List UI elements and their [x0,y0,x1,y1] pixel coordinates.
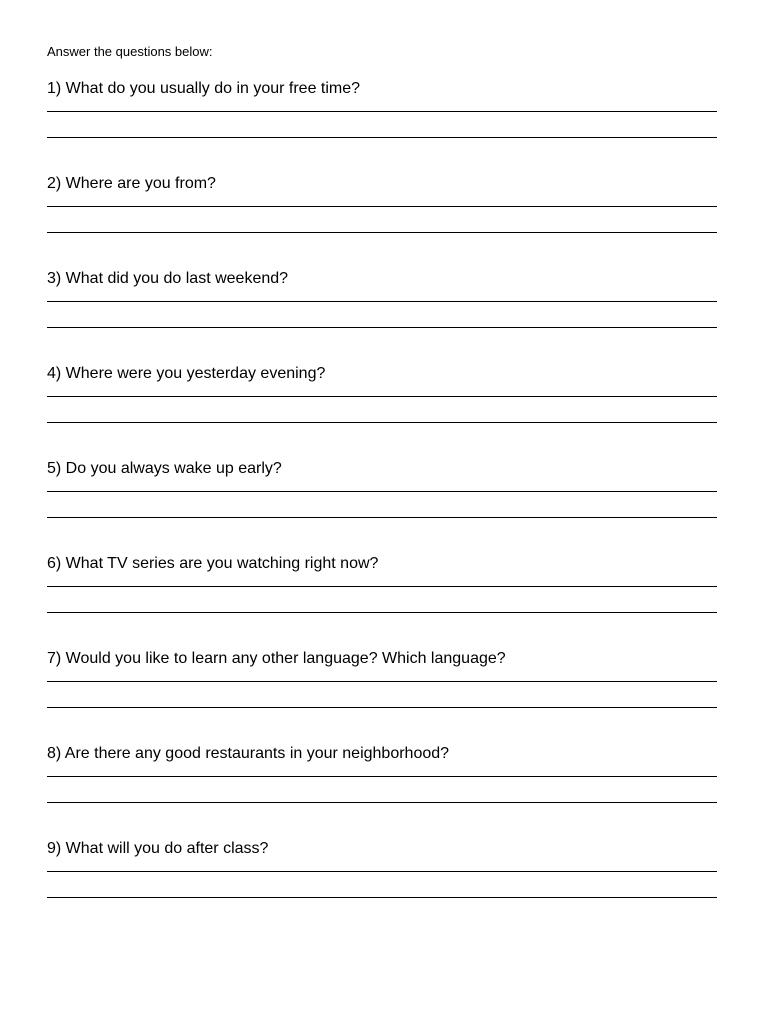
question-text: 2) Where are you from? [47,175,216,192]
answer-line[interactable] [47,871,717,872]
question-item [47,458,717,553]
question-item [47,363,717,458]
answer-line[interactable] [47,327,717,328]
answer-line[interactable] [47,491,717,492]
question-text: 7) Would you like to learn any other language? Which language? [47,650,506,667]
answer-line[interactable] [47,301,717,302]
question-text: 4) Where were you yesterday evening? [47,365,326,382]
answer-line[interactable] [47,586,717,587]
answer-line[interactable] [47,137,717,138]
answer-line[interactable] [47,776,717,777]
question-item [47,838,717,933]
question-item [47,173,717,268]
answer-line[interactable] [47,707,717,708]
answer-line[interactable] [47,517,717,518]
question-text: 5) Do you always wake up early? [47,460,282,477]
answer-line[interactable] [47,612,717,613]
answer-line[interactable] [47,897,717,898]
answer-line[interactable] [47,802,717,803]
question-item [47,553,717,648]
question-list [47,78,717,933]
answer-line[interactable] [47,422,717,423]
question-text: 8) Are there any good restaurants in your neighborhood? [47,745,450,762]
question-item [47,743,717,838]
question-item [47,648,717,743]
question-text: 1) What do you usually do in your free time? [47,80,361,97]
answer-line[interactable] [47,396,717,397]
question-text: 9) What will you do after class? [47,840,269,857]
instructions-text: Answer the questions below: [47,44,213,59]
answer-line[interactable] [47,232,717,233]
answer-line[interactable] [47,111,717,112]
question-item [47,268,717,363]
question-text: 6) What TV series are you watching right now? [47,555,379,572]
question-text: 3) What did you do last weekend? [47,270,289,287]
question-item [47,78,717,173]
answer-line[interactable] [47,681,717,682]
answer-line[interactable] [47,206,717,207]
